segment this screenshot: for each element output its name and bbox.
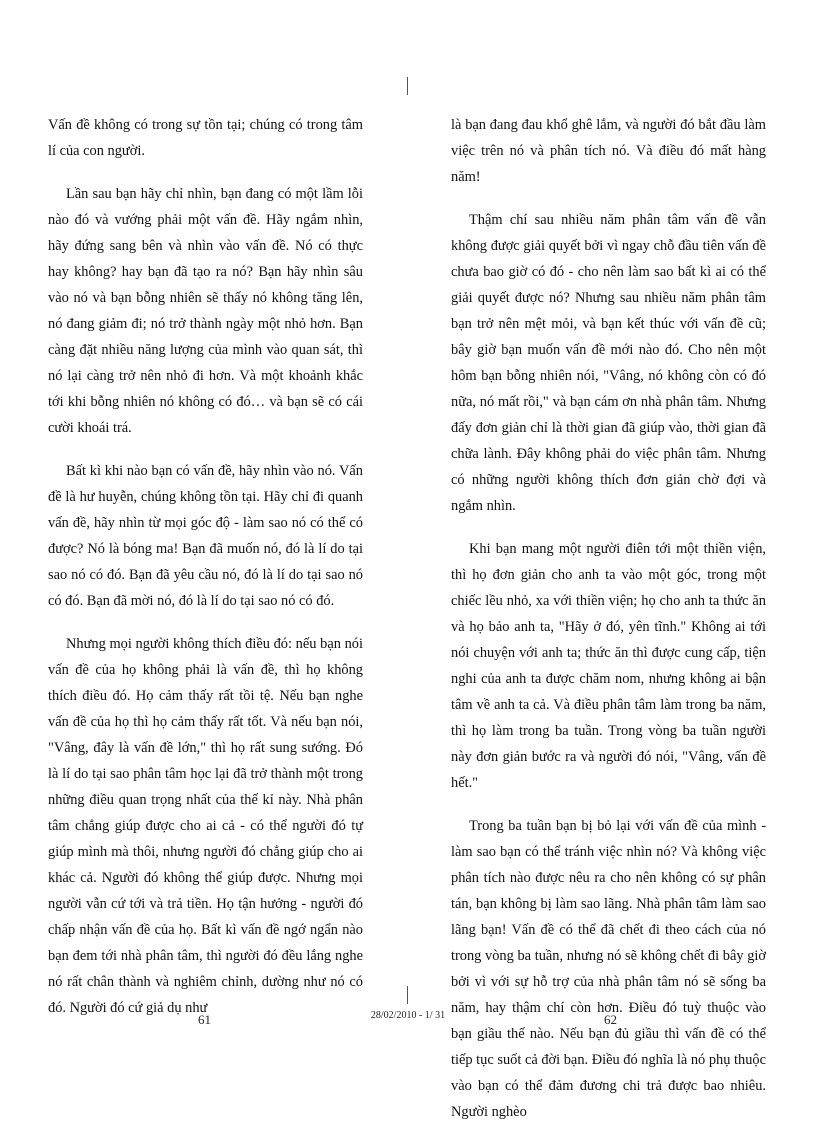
center-fold-mark-top <box>407 77 408 95</box>
right-page-column <box>451 112 766 1142</box>
paragraph: Bất kì khi nào bạn có vấn đề, hãy nhìn vào nó. Vấn đề là hư huyễn, chúng không tồn tại. Hãy chỉ đi quanh vấn đề, hãy nhìn từ mọi góc độ - làm sao nó có thể có được? Nó là bóng ma! Bạn đã muốn nó, đó là lí do tại sao nó có đó. Bạn đã yêu cầu nó, đó là lí do tại sao nó có đó. Bạn đã mời nó, đó là lí do tại sao nó có đó. <box>48 463 363 609</box>
page-number-left: 61 <box>198 1012 211 1027</box>
left-page-column <box>48 112 363 1038</box>
paragraph: Thậm chí sau nhiều năm phân tâm vấn đề vẫn không được giải quyết bởi vì ngay chỗ đầu tiên vấn đề chưa bao giờ có đó - cho nên làm sao bất kì ai có thể giải quyết được nó? Nhưng sau nhiều năm phân tâm bạn trở nên mệt mỏi, và bạn kết thúc với vấn đề cũ; bây giờ bạn muốn vấn đề mới nào đó. Cho nên một hôm bạn bỗng nhiên nói, "Vâng, nó không còn có đó nữa, nó mất rồi," và bạn cám ơn nhà phân tâm. Nhưng đấy đơn giản chỉ là thời gian đã giúp vào, thời gian đã chữa lành. Đây không phải do việc phân tâm. Nhưng có những người không thích đơn giản chờ đợi và ngắm nhìn. <box>451 212 766 514</box>
paragraph: Nhưng mọi người không thích điều đó: nếu bạn nói vấn đề của họ không phải là vấn đề, thì họ không thích điều đó. Họ cảm thấy rất tồi tệ. Nếu bạn nghe vấn đề của họ thì họ cảm thấy rất tốt. Và nếu bạn nói, "Vâng, đây là vấn đề lớn," thì họ rất sung sướng. Đó là lí do tại sao phân tâm học lại đã trở thành một trong những điều quan trọng nhất của thế kỉ này. Nhà phân tâm chẳng giúp được cho ai cả - có thể người đó tự giúp mình mà thôi, nhưng người đó chẳng giúp cho ai khác cả. Người đó không thể giúp được. Nhưng mọi người vẫn cứ tới và trả tiền. Họ tận hưởng - người đó chấp nhận vấn đề của họ. Bất kì vấn đề ngớ ngẩn nào bạn đem tới nhà phân tâm, thì người đó đều lắng nghe nó rất chân thành và nghiêm chỉnh, dường như nó có đó. Người đó cứ giả dụ như <box>48 636 363 1016</box>
print-stamp: 28/02/2010 - 1/ 31 <box>370 1010 446 1021</box>
center-fold-mark-bottom <box>407 986 408 1004</box>
paragraph: Lần sau bạn hãy chỉ nhìn, bạn đang có một lầm lỗi nào đó và vướng phải một vấn đề. Hãy ngắm nhìn, hãy đứng sang bên và nhìn vào vấn đề. Nó có thực hay không? hay bạn đã tạo ra nó? Bạn hãy nhìn sâu vào nó và bạn bỗng nhiên sẽ thấy nó không tăng lên, nó đang giảm đi; nó trở thành ngày một nhỏ hơn. Bạn càng đặt nhiều năng lượng của mình vào quan sát, thì nó lại càng trở nên nhỏ đi hơn. Và một khoảnh khắc tới khi bỗng nhiên nó không có đó… và bạn sẽ có cái cười khoái trá. <box>48 186 363 436</box>
paragraph: Trong ba tuần bạn bị bỏ lại với vấn đề của mình - làm sao bạn có thể tránh việc nhìn nó? Và không việc phân tích nào được nêu ra cho nên không có sự phân tán, bạn không bị làm sao lãng. Nhà phân tâm làm sao lãng bạn! Vấn đề có thể đã chết đi theo cách của nó trong vòng ba tuần, nhưng nó sẽ không chết đi bây giờ bởi vì với sự hỗ trợ của nhà phân tâm nó sẽ sống ba năm, hay thậm chí còn hơn. Điều đó tuỳ thuộc vào bạn giầu thế nào. Nếu bạn đủ giầu thì vấn đề có thể tiếp tục suốt cả đời bạn. Điều đó nghĩa là nó phụ thuộc vào bạn có thể đảm đương chi trả được bao nhiêu. Người nghèo <box>451 818 766 1120</box>
paragraph: Khi bạn mang một người điên tới một thiền viện, thì họ đơn giản cho anh ta vào một góc, trong một chiếc lều nhỏ, xa với thiền viện; họ cho anh ta thức ăn và họ bảo anh ta, "Hãy ở đó, yên tĩnh." Không ai tới nói chuyện với anh ta; thức ăn thì được cung cấp, tiện nghi của anh ta được chăm nom, nhưng không ai bận tâm về anh ta cả. Và điều phân tâm làm trong ba năm, thì họ làm trong ba tuần. Trong vòng ba tuần người này đơn giản bước ra và người đó nói, "Vâng, vấn đề hết." <box>451 541 766 791</box>
paragraph: là bạn đang đau khổ ghê lắm, và người đó bắt đầu làm việc trên nó và phân tích nó. Và điều đó mất hàng năm! <box>451 117 766 185</box>
page-number-right: 62 <box>604 1012 617 1027</box>
paragraph: Vấn đề không có trong sự tồn tại; chúng có trong tâm lí của con người. <box>48 117 363 159</box>
